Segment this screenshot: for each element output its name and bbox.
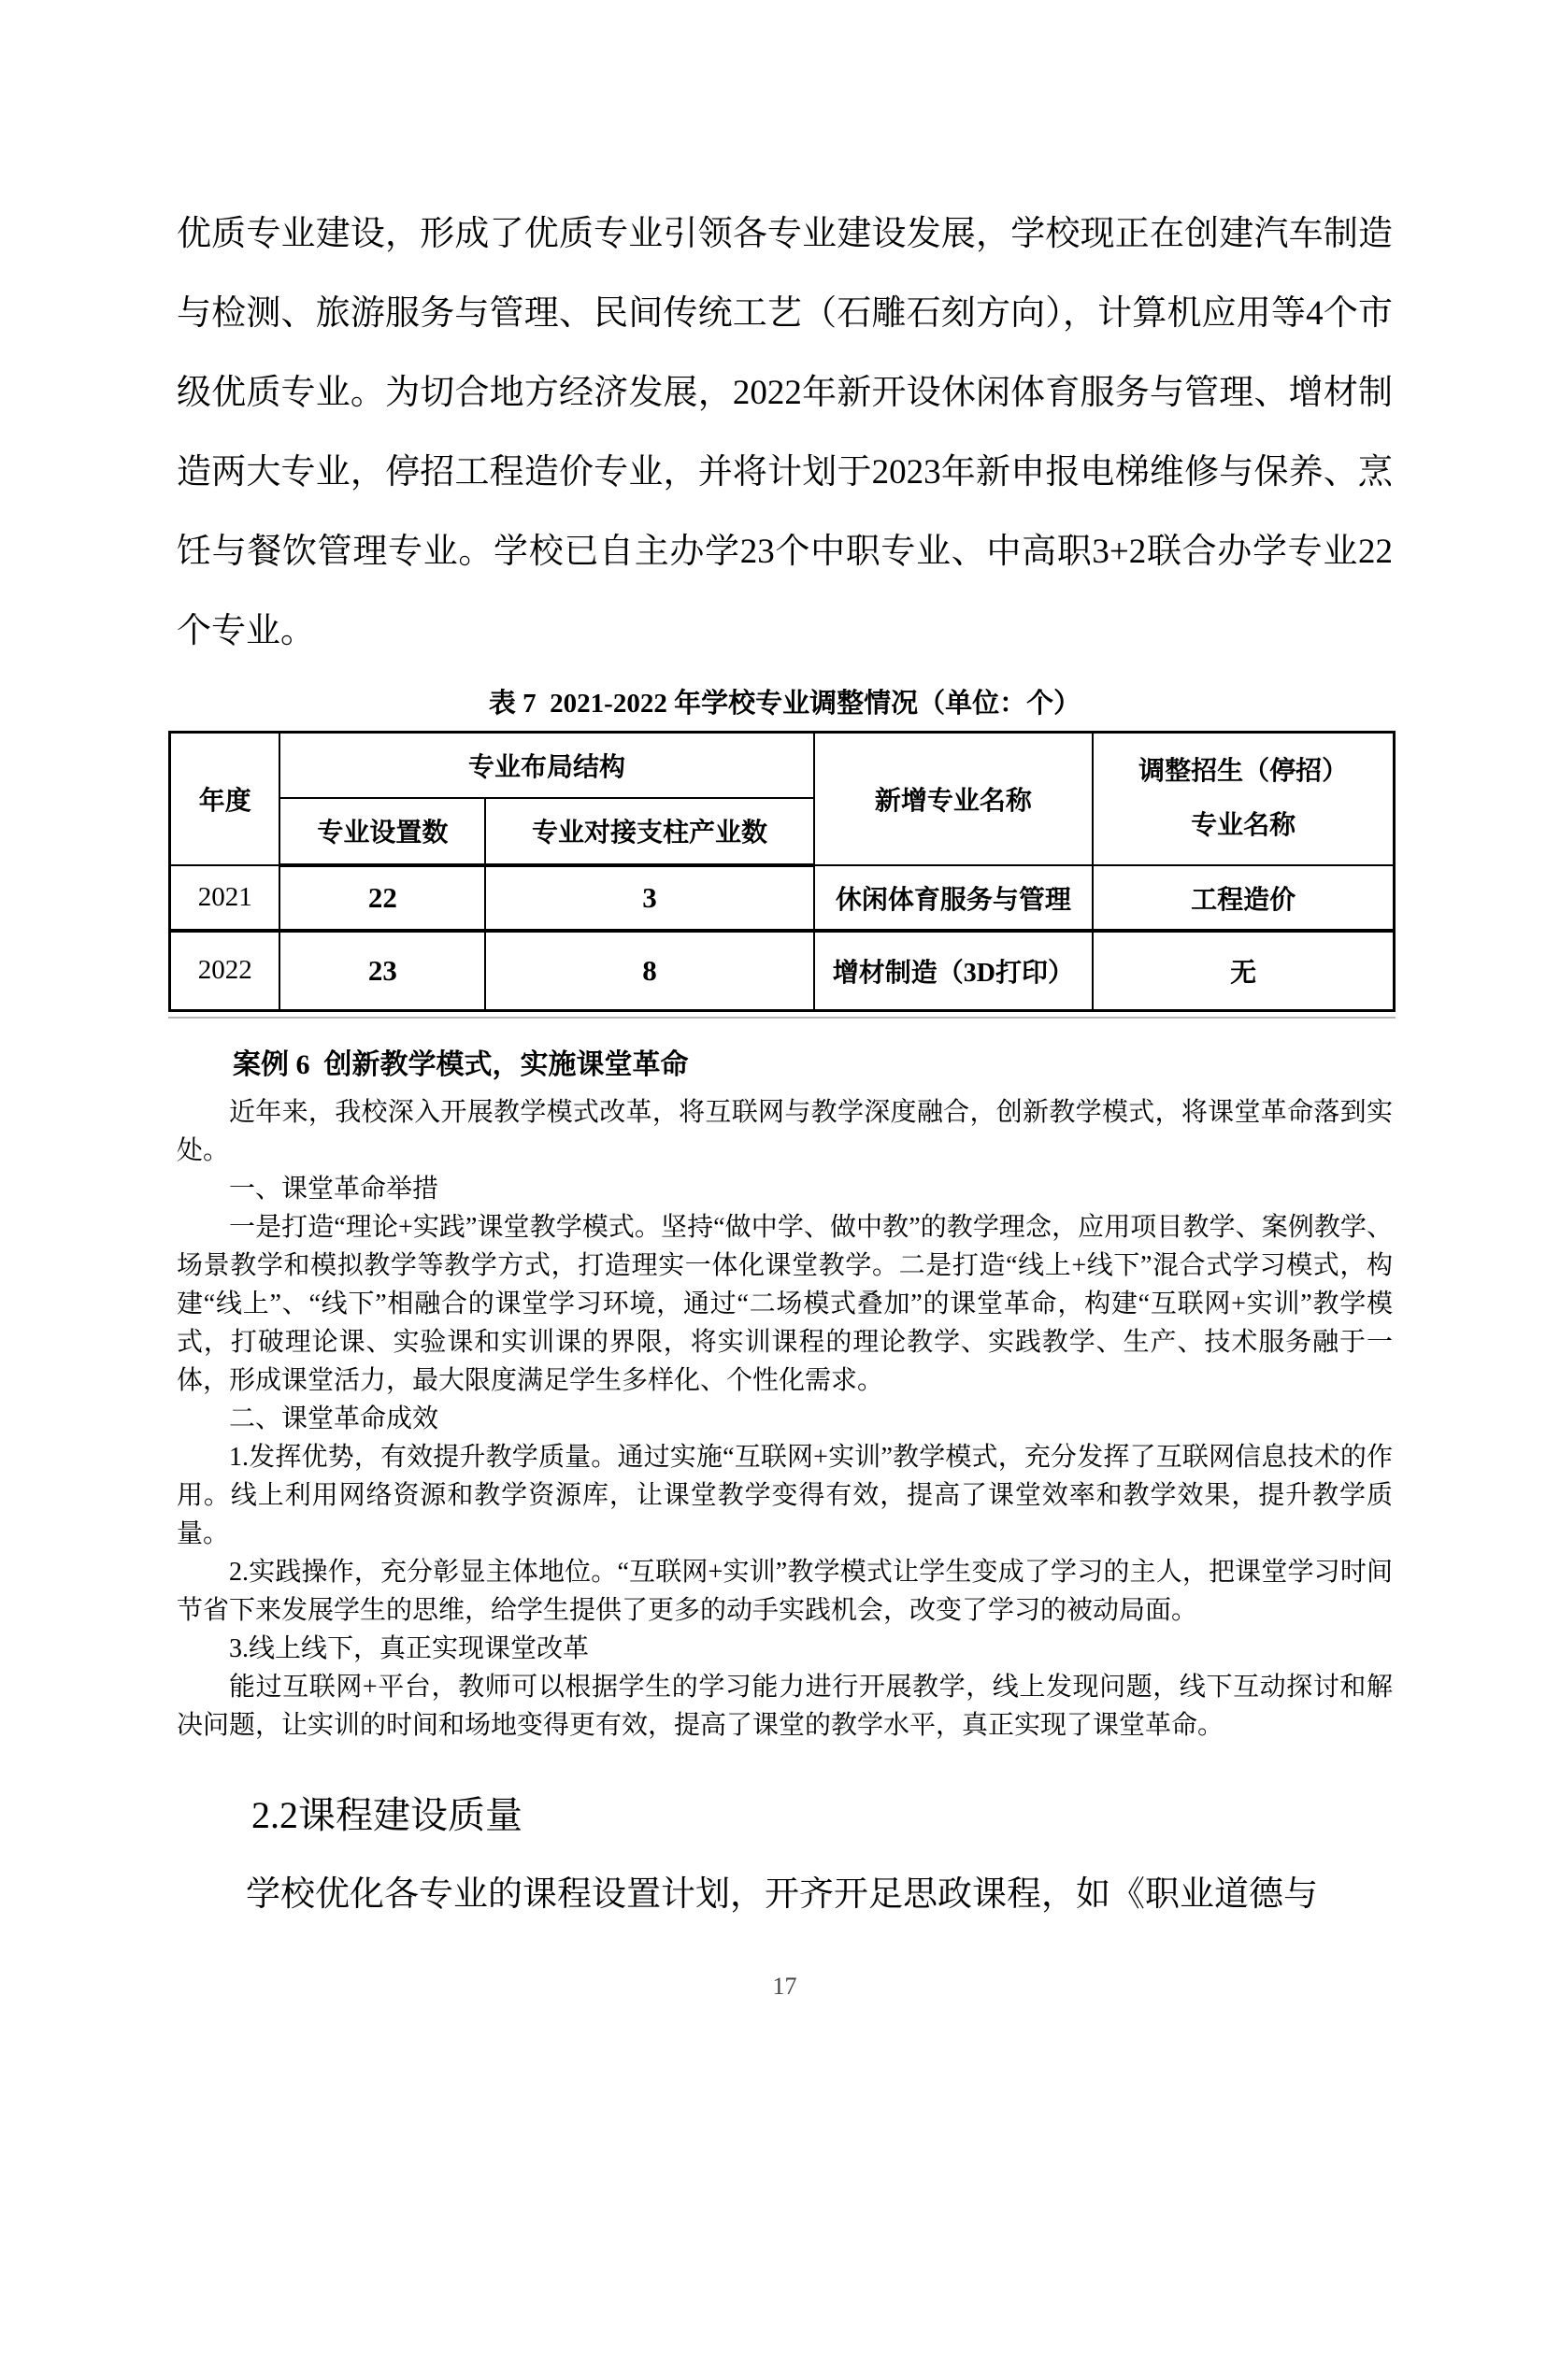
col-header-adjusted-line1: 调整招生（停招） <box>1138 757 1349 786</box>
page-number: 17 <box>772 1972 797 2000</box>
cell-year: 2022 <box>170 931 280 1010</box>
section-2-2-heading: 2.2课程建设质量 <box>251 1793 522 1836</box>
case-paragraph: 2.实践操作，充分彰显主体地位。“互联网+实训”教学模式让学生变成了学习的主人，把课堂学习时间节省下来发展学生的思维，给学生提供了更多的动手实践机会，改变了学习的被动局面。 <box>177 1557 1393 1625</box>
cell-setup: 22 <box>279 865 485 931</box>
section-2-2-paragraph: 学校优化各专业的课程设置计划，开齐开足思政课程，如《职业道德与 <box>246 1874 1318 1914</box>
cell-adjusted: 无 <box>1093 931 1394 1010</box>
col-header-adjusted-line2: 专业名称 <box>1191 811 1296 840</box>
table-bottom-hairline <box>168 1017 1396 1019</box>
col-header-setup-count: 专业设置数 <box>279 798 485 865</box>
cell-pillar: 8 <box>485 931 813 1010</box>
cell-year: 2021 <box>170 865 280 931</box>
col-header-new-major: 新增专业名称 <box>814 733 1094 866</box>
case-subheading-measures: 一、课堂革命举措 <box>229 1174 439 1204</box>
case-paragraph: 近年来，我校深入开展教学模式改革，将互联网与教学深度融合，创新教学模式，将课堂革命落到实处。 <box>177 1097 1393 1165</box>
table-row <box>170 931 1395 1010</box>
col-header-year: 年度 <box>170 733 280 866</box>
table-row <box>170 865 1395 931</box>
case-paragraph: 一是打造“理论+实践”课堂教学模式。坚持“做中学、做中教”的教学理念，应用项目教学、案例教学、场景教学和模拟教学等教学方式，打造理实一体化课堂教学。二是打造“线上+线下”混合式学习模式，构建“线上”、“线下”相融合的课堂学习环境，通过“二场模式叠加”的课堂革命，构建“互联网+实训”教学模式，打破理论课、实验课和实训课的界限，将实训课程的理论教学、实践教学、生产、技术服务融于一体，形成课堂活力，最大限度满足学生多样化、个性化需求。 <box>177 1212 1393 1395</box>
case-paragraph: 能过互联网+平台，教师可以根据学生的学习能力进行开展教学，线上发现问题，线下互动探讨和解决问题，让实训的时间和场地变得更有效，提高了课堂的教学水平，真正实现了课堂革命。 <box>177 1672 1393 1740</box>
case-6-heading: 案例 6 创新教学模式，实施课堂革命 <box>233 1048 689 1080</box>
cell-new-major: 增材制造（3D打印） <box>814 931 1094 1010</box>
cell-pillar: 3 <box>485 865 813 931</box>
cell-setup: 23 <box>279 931 485 1010</box>
cell-new-major: 休闲体育服务与管理 <box>814 865 1094 931</box>
page-content <box>0 194 1546 2001</box>
majors-adjustment-table <box>168 731 1396 1012</box>
table-caption: 表 7 2021-2022 年学校专业调整情况（单位：个） <box>488 689 1081 719</box>
col-header-adjusted <box>1093 733 1394 866</box>
col-header-layout-group: 专业布局结构 <box>279 733 813 798</box>
intro-paragraph: 优质专业建设，形成了优质专业引领各专业建设发展，学校现正在创建汽车制造与检测、旅游服务与管理、民间传统工艺（石雕石刻方向），计算机应用等4个市级优质专业。为切合地方经济发展，2022年新开设休闲体育服务与管理、增材制造两大专业，停招工程造价专业，并将计划于2023年新申报电梯维修与保养、烹饪与餐饮管理专业。学校已自主办学23个中职专业、中高职3+2联合办学专业22个专业。 <box>177 215 1393 650</box>
case-subheading-online-offline: 3.线上线下，真正实现课堂改革 <box>229 1633 590 1663</box>
case-subheading-results: 二、课堂革命成效 <box>229 1404 439 1433</box>
cell-adjusted: 工程造价 <box>1093 865 1394 931</box>
case-paragraph: 1.发挥优势，有效提升教学质量。通过实施“互联网+实训”教学模式，充分发挥了互联网信息技术的作用。线上利用网络资源和教学资源库，让课堂教学变得有效，提高了课堂效率和教学效果，提升教学质量。 <box>177 1442 1393 1548</box>
col-header-pillar-count: 专业对接支柱产业数 <box>485 798 813 865</box>
